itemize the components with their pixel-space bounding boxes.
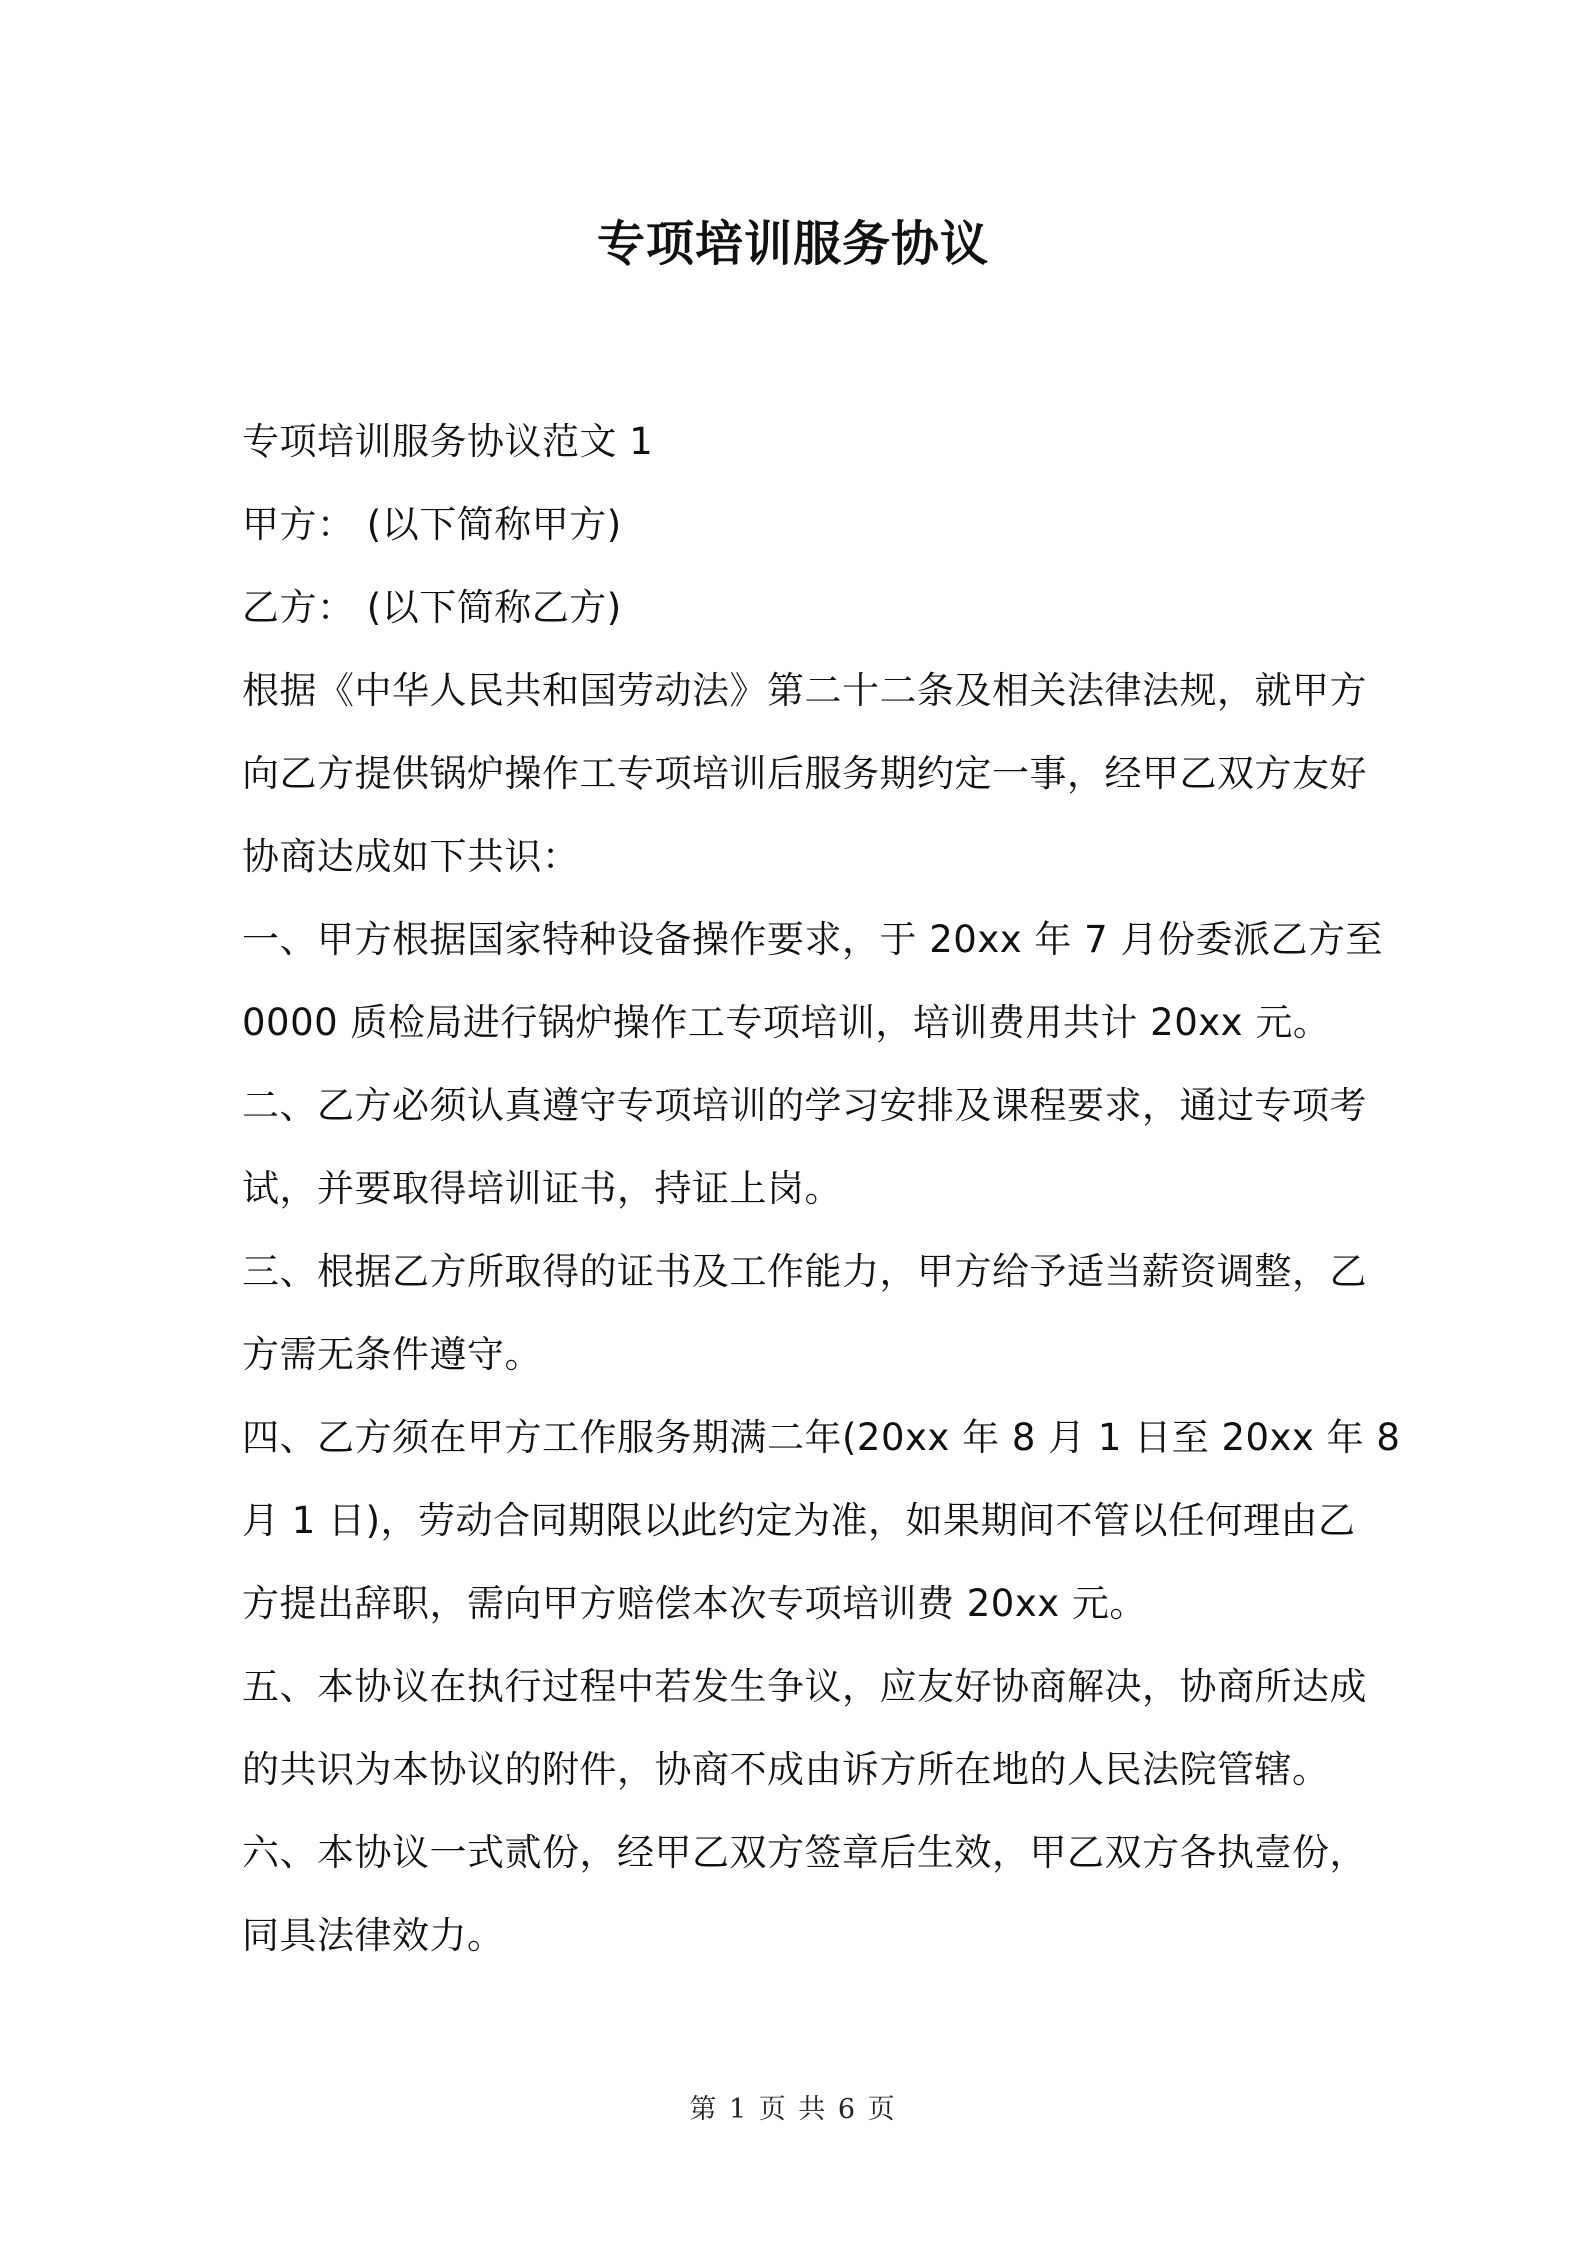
clause-5 — [242, 1645, 1367, 1811]
text-line: 0000 质检局进行锅炉操作工专项培训，培训费用共计 20xx 元。 — [242, 1001, 1331, 1044]
page-number-footer: 第 1 页 共 6 页 — [689, 2094, 897, 2125]
text-line: 乙方： (以下简称乙方) — [242, 586, 622, 629]
paragraph-party-b — [242, 566, 1362, 649]
text-line: 一、甲方根据国家特种设备操作要求，于 20xx 年 7 月份委派乙方至 — [242, 918, 1383, 961]
text-line: 甲方： (以下简称甲方) — [242, 503, 622, 546]
text-line: 专项培训服务协议范文 1 — [242, 420, 654, 463]
text-line: 六、本协议一式贰份，经甲乙双方签章后生效，甲乙双方各执壹份， — [242, 1831, 1367, 1874]
clause-6 — [242, 1811, 1367, 1977]
paragraph-subtitle — [242, 400, 1362, 483]
text-line: 二、乙方必须认真遵守专项培训的学习安排及课程要求，通过专项考 — [242, 1084, 1367, 1127]
clause-3 — [242, 1230, 1367, 1396]
text-line: 的共识为本协议的附件，协商不成由诉方所在地的人民法院管辖。 — [242, 1748, 1330, 1791]
clause-4 — [242, 1396, 1401, 1645]
document-body — [242, 400, 1401, 1977]
text-line: 同具法律效力。 — [242, 1914, 505, 1957]
clause-1 — [242, 898, 1383, 1064]
text-line: 方提出辞职，需向甲方赔偿本次专项培训费 20xx 元。 — [242, 1582, 1147, 1625]
paragraph-party-a — [242, 483, 1362, 566]
text-line: 三、根据乙方所取得的证书及工作能力，甲方给予适当薪资调整，乙 — [242, 1250, 1367, 1293]
text-line: 方需无条件遵守。 — [242, 1333, 542, 1376]
text-line: 向乙方提供锅炉操作工专项培训后服务期约定一事，经甲乙双方友好 — [242, 752, 1367, 795]
text-line: 月 1 日)，劳动合同期限以此约定为准，如果期间不管以任何理由乙 — [242, 1499, 1356, 1542]
text-line: 根据《中华人民共和国劳动法》第二十二条及相关法律法规，就甲方 — [242, 669, 1367, 712]
text-line: 五、本协议在执行过程中若发生争议，应友好协商解决，协商所达成 — [242, 1665, 1367, 1708]
paragraph-preamble — [242, 649, 1367, 898]
clause-2 — [242, 1064, 1367, 1230]
document-title: 专项培训服务协议 — [596, 216, 989, 272]
text-line: 试，并要取得培训证书，持证上岗。 — [242, 1167, 842, 1210]
text-line: 协商达成如下共识： — [242, 835, 580, 878]
text-line: 四、乙方须在甲方工作服务期满二年(20xx 年 8 月 1 日至 20xx 年 8 — [242, 1416, 1401, 1459]
